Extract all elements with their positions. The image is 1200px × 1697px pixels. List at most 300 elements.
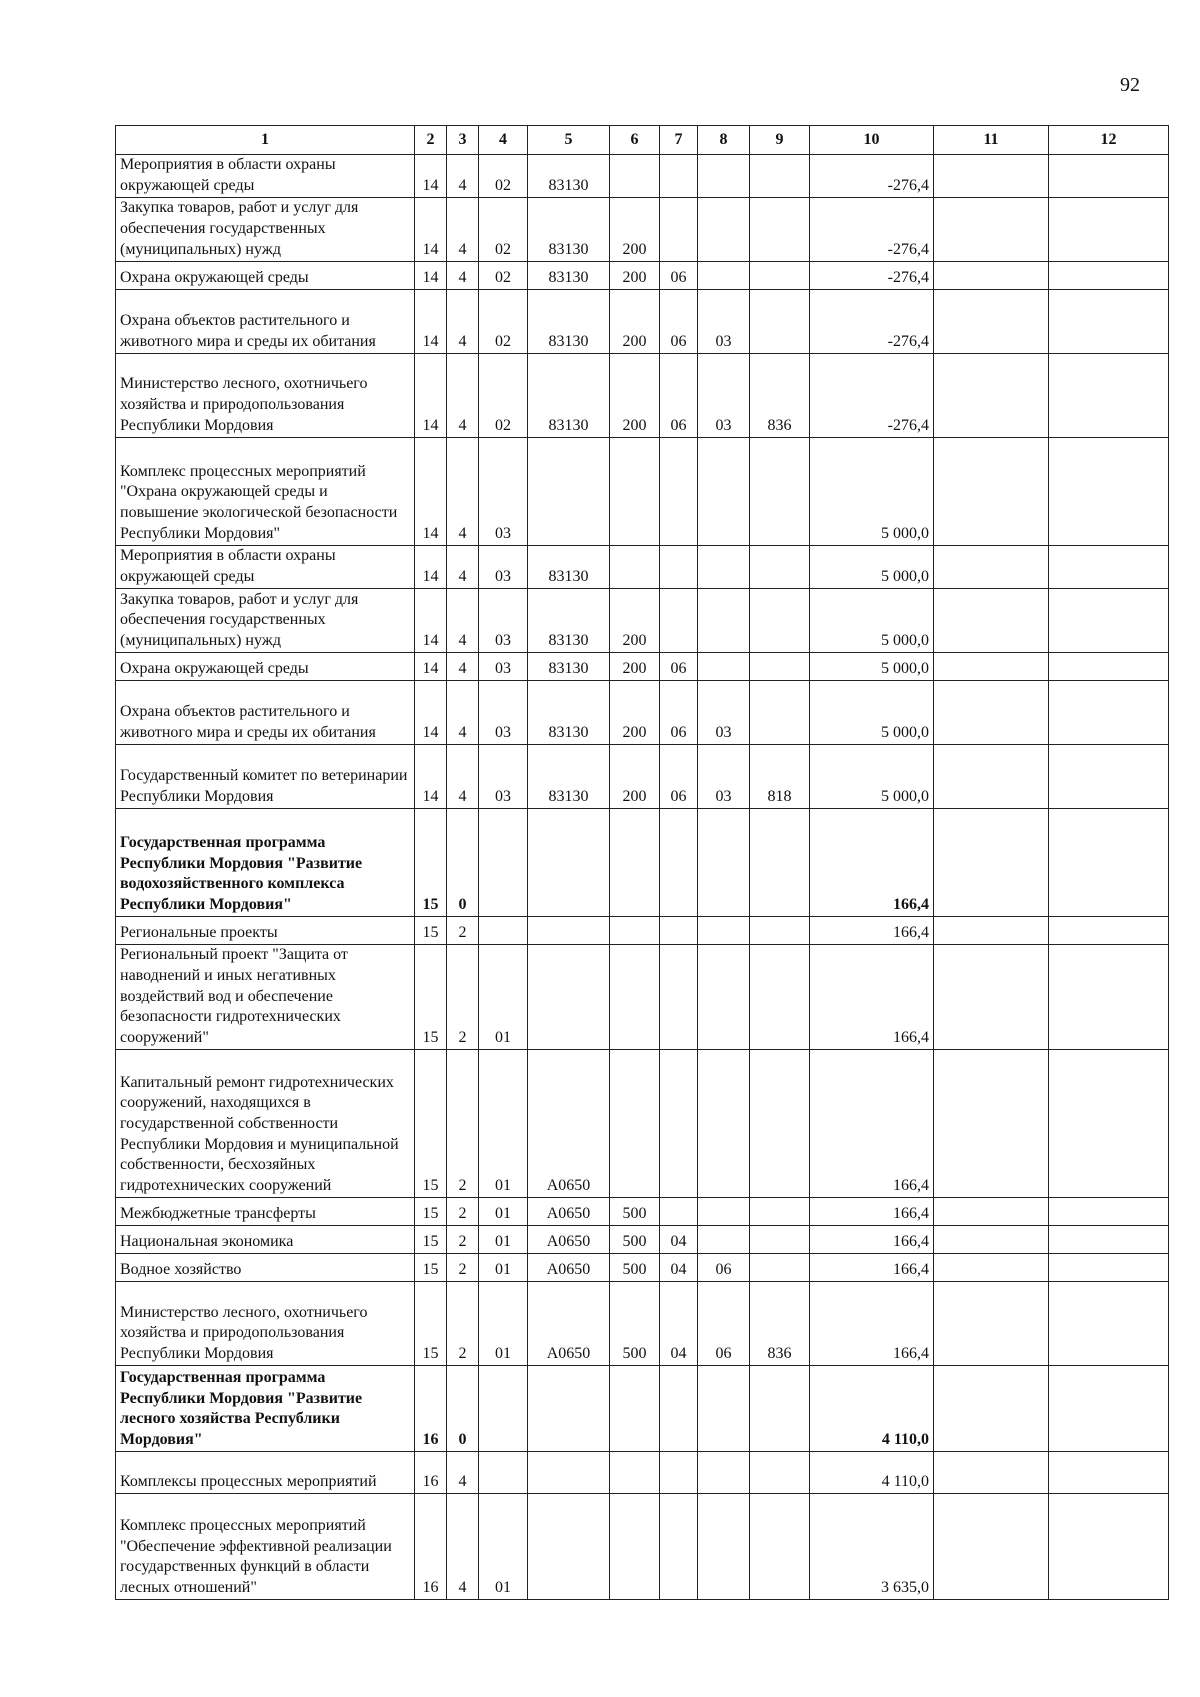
code-col-6 xyxy=(610,438,660,546)
code-col-2: 15 xyxy=(415,1226,447,1254)
code-col-3: 4 xyxy=(447,1452,479,1494)
code-col-4: 01 xyxy=(479,1198,528,1226)
amount-col-10: 5 000,0 xyxy=(810,438,934,546)
amount-col-10: 5 000,0 xyxy=(810,653,934,681)
row-name: Мероприятия в области охраны окружающей среды xyxy=(116,155,415,198)
row-name: Охрана окружающей среды xyxy=(116,653,415,681)
code-col-2: 16 xyxy=(415,1494,447,1600)
amount-col-10: 5 000,0 xyxy=(810,546,934,589)
row-name: Министерство лесного, охотничьего хозяйства и природопользования Республики Мордовия xyxy=(116,354,415,438)
column-header: 7 xyxy=(660,126,698,155)
code-col-4: 01 xyxy=(479,1494,528,1600)
empty-col-12 xyxy=(1049,438,1169,546)
code-col-7: 06 xyxy=(660,354,698,438)
row-name: Министерство лесного, охотничьего хозяйства и природопользования Республики Мордовия xyxy=(116,1282,415,1366)
code-col-9 xyxy=(750,681,810,745)
code-col-7 xyxy=(660,155,698,198)
code-col-8 xyxy=(698,155,750,198)
row-name: Охрана окружающей среды xyxy=(116,262,415,290)
code-col-5: 83130 xyxy=(528,262,610,290)
code-col-8 xyxy=(698,262,750,290)
code-col-6: 500 xyxy=(610,1198,660,1226)
code-col-8 xyxy=(698,917,750,945)
row-name: Государственная программа Республики Мордовия "Развитие лесного хозяйства Республики Мордовия" xyxy=(116,1366,415,1452)
code-col-8 xyxy=(698,1226,750,1254)
empty-col-12 xyxy=(1049,262,1169,290)
table-body xyxy=(116,155,1169,1600)
code-col-6: 200 xyxy=(610,262,660,290)
code-col-9 xyxy=(750,809,810,917)
code-col-4 xyxy=(479,1366,528,1452)
code-col-2: 15 xyxy=(415,917,447,945)
code-col-2: 14 xyxy=(415,290,447,354)
empty-col-11 xyxy=(934,653,1049,681)
code-col-7 xyxy=(660,546,698,589)
code-col-4: 01 xyxy=(479,1282,528,1366)
code-col-3: 2 xyxy=(447,917,479,945)
empty-col-12 xyxy=(1049,1282,1169,1366)
code-col-4: 02 xyxy=(479,262,528,290)
table-row xyxy=(116,589,1169,653)
empty-col-11 xyxy=(934,1254,1049,1282)
code-col-6 xyxy=(610,1050,660,1198)
code-col-8 xyxy=(698,546,750,589)
code-col-9 xyxy=(750,438,810,546)
table-row xyxy=(116,1494,1169,1600)
empty-col-11 xyxy=(934,354,1049,438)
table-row xyxy=(116,809,1169,917)
empty-col-12 xyxy=(1049,1198,1169,1226)
column-header: 2 xyxy=(415,126,447,155)
column-header: 5 xyxy=(528,126,610,155)
code-col-9 xyxy=(750,917,810,945)
code-col-4: 02 xyxy=(479,155,528,198)
empty-col-11 xyxy=(934,198,1049,262)
code-col-3: 4 xyxy=(447,653,479,681)
column-header: 10 xyxy=(810,126,934,155)
amount-col-10: 166,4 xyxy=(810,1226,934,1254)
code-col-7: 04 xyxy=(660,1254,698,1282)
table-row xyxy=(116,745,1169,809)
code-col-8: 06 xyxy=(698,1282,750,1366)
code-col-9 xyxy=(750,1198,810,1226)
code-col-3: 4 xyxy=(447,354,479,438)
code-col-3: 2 xyxy=(447,1282,479,1366)
code-col-9: 836 xyxy=(750,354,810,438)
code-col-2: 14 xyxy=(415,589,447,653)
code-col-3: 0 xyxy=(447,1366,479,1452)
code-col-2: 14 xyxy=(415,681,447,745)
code-col-2: 15 xyxy=(415,1282,447,1366)
row-name: Комплексы процессных мероприятий xyxy=(116,1452,415,1494)
amount-col-10: 166,4 xyxy=(810,917,934,945)
amount-col-10: 4 110,0 xyxy=(810,1452,934,1494)
row-name: Капитальный ремонт гидротехнических сооружений, находящихся в государственной собственности Республики Мордовия и муниципальной собственности, бесхозяйных гидротехнических сооружений xyxy=(116,1050,415,1198)
code-col-8: 03 xyxy=(698,681,750,745)
code-col-6: 200 xyxy=(610,198,660,262)
code-col-7 xyxy=(660,438,698,546)
code-col-6: 500 xyxy=(610,1226,660,1254)
table-row xyxy=(116,1452,1169,1494)
row-name: Региональные проекты xyxy=(116,917,415,945)
code-col-7 xyxy=(660,198,698,262)
code-col-3: 4 xyxy=(447,1494,479,1600)
empty-col-11 xyxy=(934,1226,1049,1254)
code-col-6: 500 xyxy=(610,1254,660,1282)
empty-col-11 xyxy=(934,155,1049,198)
table-row xyxy=(116,917,1169,945)
code-col-3: 4 xyxy=(447,589,479,653)
code-col-3: 2 xyxy=(447,1198,479,1226)
code-col-2: 15 xyxy=(415,945,447,1050)
code-col-7 xyxy=(660,945,698,1050)
code-col-3: 2 xyxy=(447,1050,479,1198)
row-name: Комплекс процессных мероприятий "Охрана окружающей среды и повышение экологической безопасности Республики Мордовия" xyxy=(116,438,415,546)
amount-col-10: 166,4 xyxy=(810,1282,934,1366)
code-col-8 xyxy=(698,1494,750,1600)
code-col-2: 14 xyxy=(415,354,447,438)
code-col-5: 83130 xyxy=(528,354,610,438)
row-name: Закупка товаров, работ и услуг для обеспечения государственных (муниципальных) нужд xyxy=(116,589,415,653)
amount-col-10: -276,4 xyxy=(810,354,934,438)
table-row xyxy=(116,1366,1169,1452)
code-col-6: 200 xyxy=(610,653,660,681)
code-col-3: 4 xyxy=(447,198,479,262)
empty-col-11 xyxy=(934,745,1049,809)
amount-col-10: 5 000,0 xyxy=(810,681,934,745)
empty-col-11 xyxy=(934,1366,1049,1452)
table-row xyxy=(116,1198,1169,1226)
code-col-8 xyxy=(698,438,750,546)
code-col-9: 836 xyxy=(750,1282,810,1366)
table-row xyxy=(116,1050,1169,1198)
table-row xyxy=(116,438,1169,546)
code-col-8 xyxy=(698,945,750,1050)
code-col-3: 4 xyxy=(447,546,479,589)
code-col-2: 14 xyxy=(415,653,447,681)
code-col-8 xyxy=(698,1366,750,1452)
code-col-3: 0 xyxy=(447,809,479,917)
empty-col-12 xyxy=(1049,354,1169,438)
column-header: 9 xyxy=(750,126,810,155)
code-col-5 xyxy=(528,917,610,945)
code-col-6 xyxy=(610,945,660,1050)
code-col-7 xyxy=(660,917,698,945)
code-col-4: 03 xyxy=(479,681,528,745)
code-col-5 xyxy=(528,1452,610,1494)
code-col-2: 14 xyxy=(415,198,447,262)
column-header: 1 xyxy=(116,126,415,155)
empty-col-12 xyxy=(1049,681,1169,745)
code-col-6: 500 xyxy=(610,1282,660,1366)
code-col-9 xyxy=(750,1366,810,1452)
code-col-3: 4 xyxy=(447,745,479,809)
empty-col-11 xyxy=(934,438,1049,546)
code-col-8: 03 xyxy=(698,290,750,354)
code-col-7: 06 xyxy=(660,681,698,745)
code-col-2: 14 xyxy=(415,745,447,809)
code-col-8 xyxy=(698,589,750,653)
code-col-6 xyxy=(610,1452,660,1494)
code-col-7: 06 xyxy=(660,745,698,809)
empty-col-12 xyxy=(1049,1452,1169,1494)
code-col-9 xyxy=(750,155,810,198)
empty-col-11 xyxy=(934,262,1049,290)
code-col-5 xyxy=(528,809,610,917)
table-row xyxy=(116,1226,1169,1254)
empty-col-12 xyxy=(1049,917,1169,945)
code-col-6: 200 xyxy=(610,745,660,809)
empty-col-12 xyxy=(1049,589,1169,653)
code-col-9 xyxy=(750,262,810,290)
empty-col-12 xyxy=(1049,809,1169,917)
code-col-5: А0650 xyxy=(528,1254,610,1282)
empty-col-12 xyxy=(1049,945,1169,1050)
amount-col-10: 166,4 xyxy=(810,809,934,917)
table-row xyxy=(116,653,1169,681)
empty-col-12 xyxy=(1049,1050,1169,1198)
code-col-2: 15 xyxy=(415,1254,447,1282)
code-col-6 xyxy=(610,546,660,589)
code-col-5: 83130 xyxy=(528,681,610,745)
code-col-5: 83130 xyxy=(528,290,610,354)
code-col-8 xyxy=(698,1452,750,1494)
table-row xyxy=(116,354,1169,438)
empty-col-11 xyxy=(934,681,1049,745)
code-col-5: 83130 xyxy=(528,589,610,653)
row-name: Закупка товаров, работ и услуг для обеспечения государственных (муниципальных) нужд xyxy=(116,198,415,262)
amount-col-10: 166,4 xyxy=(810,1050,934,1198)
column-header: 3 xyxy=(447,126,479,155)
amount-col-10: 4 110,0 xyxy=(810,1366,934,1452)
code-col-6: 200 xyxy=(610,354,660,438)
row-name: Водное хозяйство xyxy=(116,1254,415,1282)
row-name: Государственная программа Республики Мордовия "Развитие водохозяйственного комплекса Республики Мордовия" xyxy=(116,809,415,917)
amount-col-10: -276,4 xyxy=(810,290,934,354)
empty-col-11 xyxy=(934,809,1049,917)
code-col-4: 01 xyxy=(479,1226,528,1254)
amount-col-10: 166,4 xyxy=(810,1198,934,1226)
code-col-8 xyxy=(698,1050,750,1198)
amount-col-10: 3 635,0 xyxy=(810,1494,934,1600)
code-col-5 xyxy=(528,945,610,1050)
code-col-5: 83130 xyxy=(528,653,610,681)
code-col-5: А0650 xyxy=(528,1050,610,1198)
empty-col-12 xyxy=(1049,745,1169,809)
column-header: 11 xyxy=(934,126,1049,155)
code-col-6: 200 xyxy=(610,290,660,354)
code-col-6 xyxy=(610,809,660,917)
code-col-4: 01 xyxy=(479,1254,528,1282)
column-header: 4 xyxy=(479,126,528,155)
empty-col-12 xyxy=(1049,653,1169,681)
code-col-4: 02 xyxy=(479,198,528,262)
code-col-9 xyxy=(750,1452,810,1494)
code-col-4: 02 xyxy=(479,354,528,438)
code-col-2: 16 xyxy=(415,1452,447,1494)
code-col-4: 03 xyxy=(479,653,528,681)
code-col-3: 4 xyxy=(447,290,479,354)
code-col-2: 14 xyxy=(415,546,447,589)
code-col-8: 03 xyxy=(698,354,750,438)
code-col-9 xyxy=(750,290,810,354)
code-col-9 xyxy=(750,198,810,262)
amount-col-10: 5 000,0 xyxy=(810,745,934,809)
code-col-5: 83130 xyxy=(528,198,610,262)
code-col-9: 818 xyxy=(750,745,810,809)
code-col-3: 2 xyxy=(447,945,479,1050)
table-row xyxy=(116,681,1169,745)
code-col-5: 83130 xyxy=(528,745,610,809)
code-col-3: 4 xyxy=(447,155,479,198)
empty-col-12 xyxy=(1049,1254,1169,1282)
empty-col-11 xyxy=(934,917,1049,945)
empty-col-11 xyxy=(934,1050,1049,1198)
code-col-4: 03 xyxy=(479,589,528,653)
code-col-6: 200 xyxy=(610,589,660,653)
code-col-9 xyxy=(750,1226,810,1254)
code-col-4: 01 xyxy=(479,945,528,1050)
code-col-5: А0650 xyxy=(528,1282,610,1366)
code-col-5: 83130 xyxy=(528,546,610,589)
code-col-9 xyxy=(750,1494,810,1600)
amount-col-10: 166,4 xyxy=(810,1254,934,1282)
table-row xyxy=(116,1254,1169,1282)
table-row xyxy=(116,945,1169,1050)
code-col-3: 4 xyxy=(447,681,479,745)
code-col-9 xyxy=(750,653,810,681)
code-col-5: 83130 xyxy=(528,155,610,198)
code-col-8: 06 xyxy=(698,1254,750,1282)
code-col-6 xyxy=(610,1494,660,1600)
code-col-7: 06 xyxy=(660,290,698,354)
row-name: Охрана объектов растительного и животного мира и среды их обитания xyxy=(116,290,415,354)
empty-col-11 xyxy=(934,1198,1049,1226)
code-col-2: 15 xyxy=(415,1050,447,1198)
table-row xyxy=(116,290,1169,354)
code-col-8: 03 xyxy=(698,745,750,809)
code-col-8 xyxy=(698,1198,750,1226)
code-col-7 xyxy=(660,1050,698,1198)
code-col-5 xyxy=(528,438,610,546)
code-col-3: 2 xyxy=(447,1226,479,1254)
code-col-3: 2 xyxy=(447,1254,479,1282)
empty-col-11 xyxy=(934,1452,1049,1494)
code-col-2: 14 xyxy=(415,262,447,290)
empty-col-12 xyxy=(1049,198,1169,262)
code-col-8 xyxy=(698,809,750,917)
code-col-4 xyxy=(479,809,528,917)
empty-col-12 xyxy=(1049,1226,1169,1254)
page-number: 92 xyxy=(1120,74,1140,96)
code-col-2: 14 xyxy=(415,155,447,198)
code-col-2: 16 xyxy=(415,1366,447,1452)
empty-col-11 xyxy=(934,1282,1049,1366)
amount-col-10: -276,4 xyxy=(810,155,934,198)
empty-col-11 xyxy=(934,1494,1049,1600)
column-header: 6 xyxy=(610,126,660,155)
code-col-3: 4 xyxy=(447,438,479,546)
amount-col-10: 5 000,0 xyxy=(810,589,934,653)
code-col-5 xyxy=(528,1494,610,1600)
code-col-7: 06 xyxy=(660,262,698,290)
code-col-6 xyxy=(610,917,660,945)
code-col-4: 01 xyxy=(479,1050,528,1198)
row-name: Государственный комитет по ветеринарии Республики Мордовия xyxy=(116,745,415,809)
code-col-4 xyxy=(479,1452,528,1494)
amount-col-10: -276,4 xyxy=(810,198,934,262)
code-col-4: 03 xyxy=(479,745,528,809)
code-col-7 xyxy=(660,589,698,653)
empty-col-11 xyxy=(934,589,1049,653)
code-col-4: 02 xyxy=(479,290,528,354)
code-col-7: 04 xyxy=(660,1282,698,1366)
code-col-7: 04 xyxy=(660,1226,698,1254)
column-header: 8 xyxy=(698,126,750,155)
empty-col-12 xyxy=(1049,1366,1169,1452)
table-row xyxy=(116,198,1169,262)
code-col-3: 4 xyxy=(447,262,479,290)
table-row xyxy=(116,546,1169,589)
code-col-8 xyxy=(698,653,750,681)
code-col-4: 03 xyxy=(479,546,528,589)
row-name: Комплекс процессных мероприятий "Обеспечение эффективной реализации государственных функций в области лесных отношений" xyxy=(116,1494,415,1600)
code-col-5: А0650 xyxy=(528,1198,610,1226)
code-col-7 xyxy=(660,1198,698,1226)
code-col-4 xyxy=(479,917,528,945)
code-col-2: 14 xyxy=(415,438,447,546)
empty-col-11 xyxy=(934,945,1049,1050)
code-col-9 xyxy=(750,1050,810,1198)
code-col-7 xyxy=(660,1366,698,1452)
code-col-9 xyxy=(750,546,810,589)
amount-col-10: -276,4 xyxy=(810,262,934,290)
amount-col-10: 166,4 xyxy=(810,945,934,1050)
table-row xyxy=(116,262,1169,290)
code-col-7 xyxy=(660,1452,698,1494)
column-header: 12 xyxy=(1049,126,1169,155)
code-col-4: 03 xyxy=(479,438,528,546)
code-col-5 xyxy=(528,1366,610,1452)
empty-col-11 xyxy=(934,290,1049,354)
empty-col-12 xyxy=(1049,1494,1169,1600)
code-col-2: 15 xyxy=(415,809,447,917)
row-name: Национальная экономика xyxy=(116,1226,415,1254)
code-col-9 xyxy=(750,589,810,653)
table-row xyxy=(116,155,1169,198)
empty-col-12 xyxy=(1049,155,1169,198)
code-col-6 xyxy=(610,155,660,198)
budget-table xyxy=(115,125,1169,1600)
header-row xyxy=(116,126,1169,155)
empty-col-11 xyxy=(934,546,1049,589)
code-col-7 xyxy=(660,809,698,917)
code-col-6 xyxy=(610,1366,660,1452)
code-col-2: 15 xyxy=(415,1198,447,1226)
row-name: Охрана объектов растительного и животного мира и среды их обитания xyxy=(116,681,415,745)
code-col-6: 200 xyxy=(610,681,660,745)
code-col-9 xyxy=(750,945,810,1050)
empty-col-12 xyxy=(1049,290,1169,354)
code-col-7: 06 xyxy=(660,653,698,681)
table-row xyxy=(116,1282,1169,1366)
row-name: Межбюджетные трансферты xyxy=(116,1198,415,1226)
code-col-5: А0650 xyxy=(528,1226,610,1254)
code-col-7 xyxy=(660,1494,698,1600)
code-col-8 xyxy=(698,198,750,262)
row-name: Региональный проект "Защита от наводнений и иных негативных воздействий вод и обеспечение безопасности гидротехнических сооружений" xyxy=(116,945,415,1050)
code-col-9 xyxy=(750,1254,810,1282)
